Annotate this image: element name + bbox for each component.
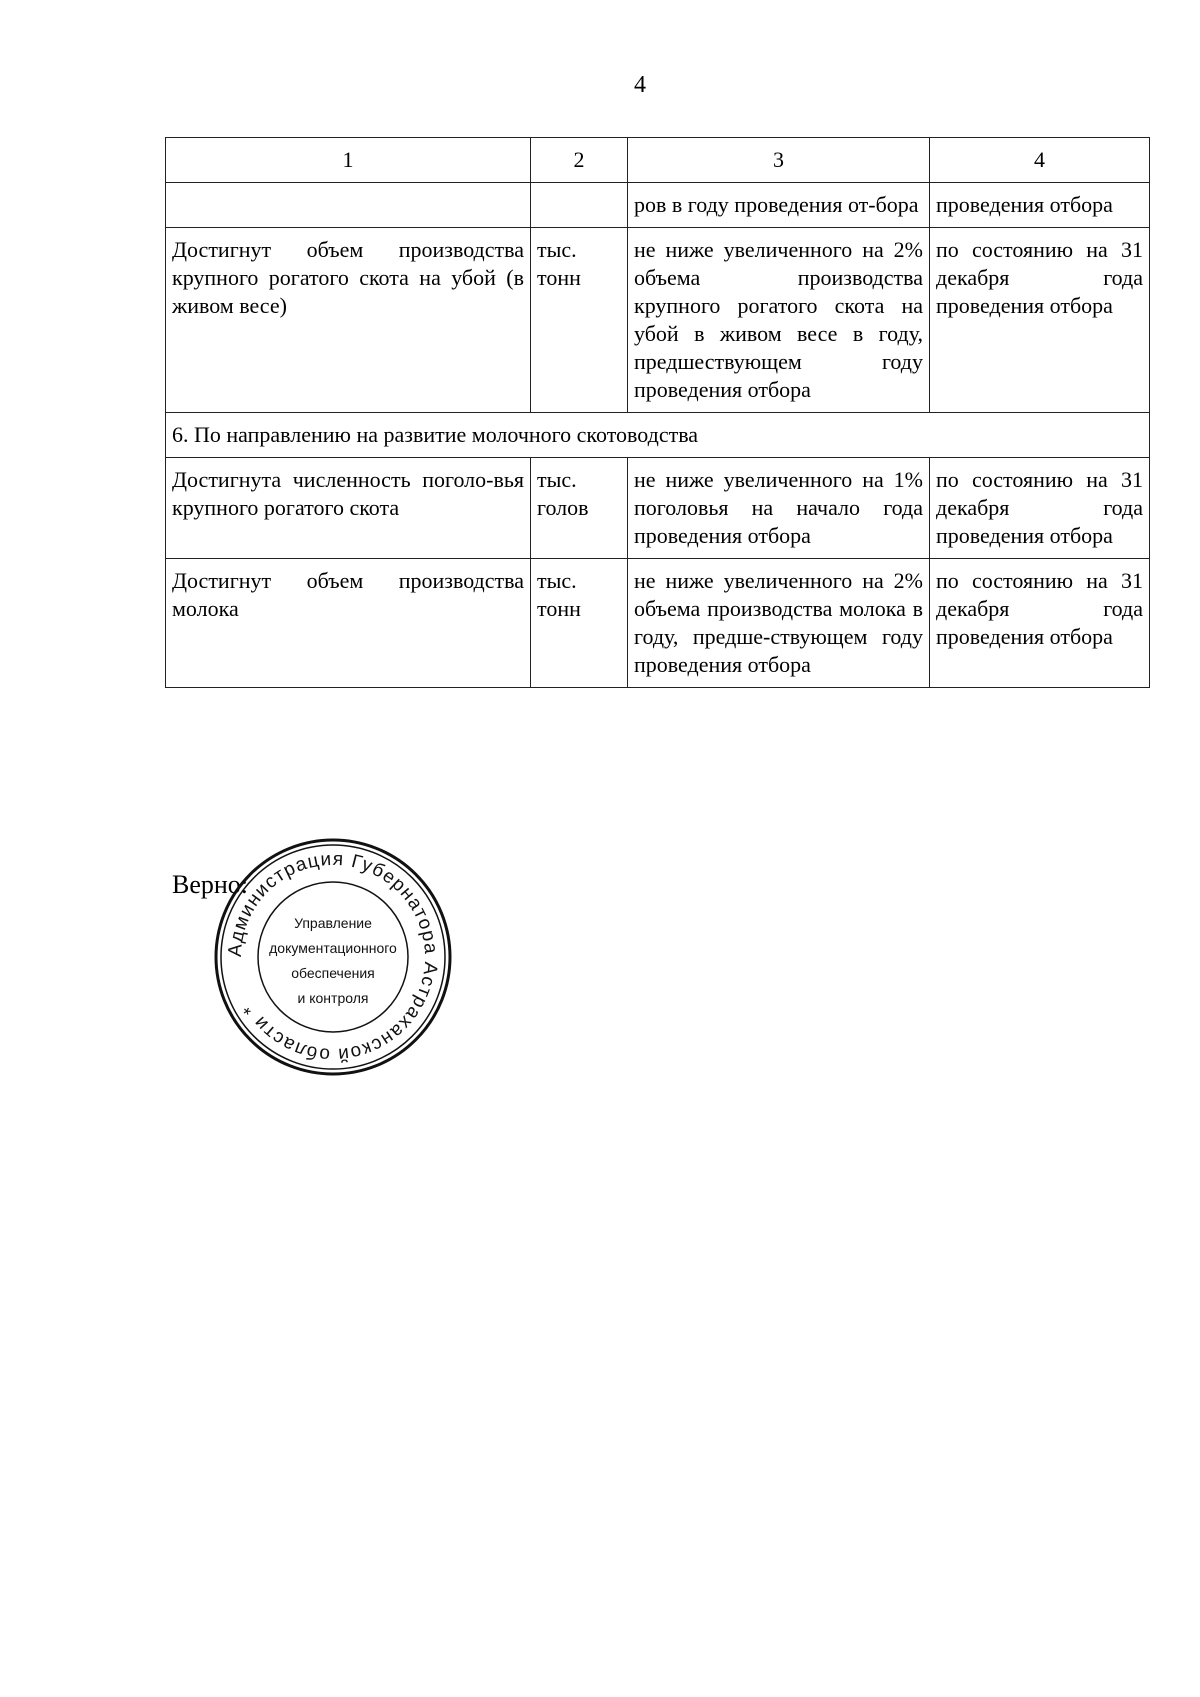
- cell-unit: тыс. тонн: [531, 228, 628, 413]
- stamp-center-line-3: обеспечения: [291, 965, 375, 981]
- table-row-continued: [166, 183, 1150, 228]
- stamp-center-line-1: Управление: [294, 915, 372, 931]
- table-row-herd: [166, 458, 1150, 559]
- stamp-ring-text: Администрация Губернатора Астраханской области *: [224, 848, 442, 1066]
- cell-value: не ниже увеличенного на 2% объема производства молока в году, предше-ствующем году проведения отбора: [628, 559, 930, 688]
- stamp-center-line-4: и контроля: [297, 990, 369, 1006]
- column-header-3: 3: [628, 138, 930, 183]
- cell-value: ров в году проведения от-бора: [628, 183, 930, 228]
- cell-deadline: проведения отбора: [930, 183, 1150, 228]
- cell-value: не ниже увеличенного на 2% объема производства крупного рогатого скота на убой в живом весе в году, предшествующем году проведения отбора: [628, 228, 930, 413]
- table-row-milk: [166, 559, 1150, 688]
- cell-indicator: Достигнута численность поголо-вья крупного рогатого скота: [166, 458, 531, 559]
- section-heading-row: [166, 413, 1150, 458]
- table-row-slaughter: [166, 228, 1150, 413]
- requirements-table: [165, 137, 1150, 688]
- cell-deadline: по состоянию на 31 декабря года проведения отбора: [930, 458, 1150, 559]
- column-header-4: 4: [930, 138, 1150, 183]
- table-header-row: [166, 138, 1150, 183]
- cell-deadline: по состоянию на 31 декабря года проведения отбора: [930, 228, 1150, 413]
- certification-label: Верно:: [172, 870, 249, 899]
- cell-indicator: Достигнут объем производства молока: [166, 559, 531, 688]
- stamp-center-line-2: документационного: [269, 940, 397, 956]
- cell-deadline: по состоянию на 31 декабря года проведения отбора: [930, 559, 1150, 688]
- cell-indicator: [166, 183, 531, 228]
- section-6-title: 6. По направлению на развитие молочного скотоводства: [166, 413, 1150, 458]
- cell-value: не ниже увеличенного на 1% поголовья на начало года проведения отбора: [628, 458, 930, 559]
- cell-unit: [531, 183, 628, 228]
- page-number: 4: [634, 72, 646, 98]
- column-header-1: 1: [166, 138, 531, 183]
- cell-indicator: Достигнут объем производства крупного рогатого скота на убой (в живом весе): [166, 228, 531, 413]
- official-stamp: [212, 836, 454, 1078]
- cell-unit: тыс. тонн: [531, 559, 628, 688]
- cell-unit: тыс. голов: [531, 458, 628, 559]
- column-header-2: 2: [531, 138, 628, 183]
